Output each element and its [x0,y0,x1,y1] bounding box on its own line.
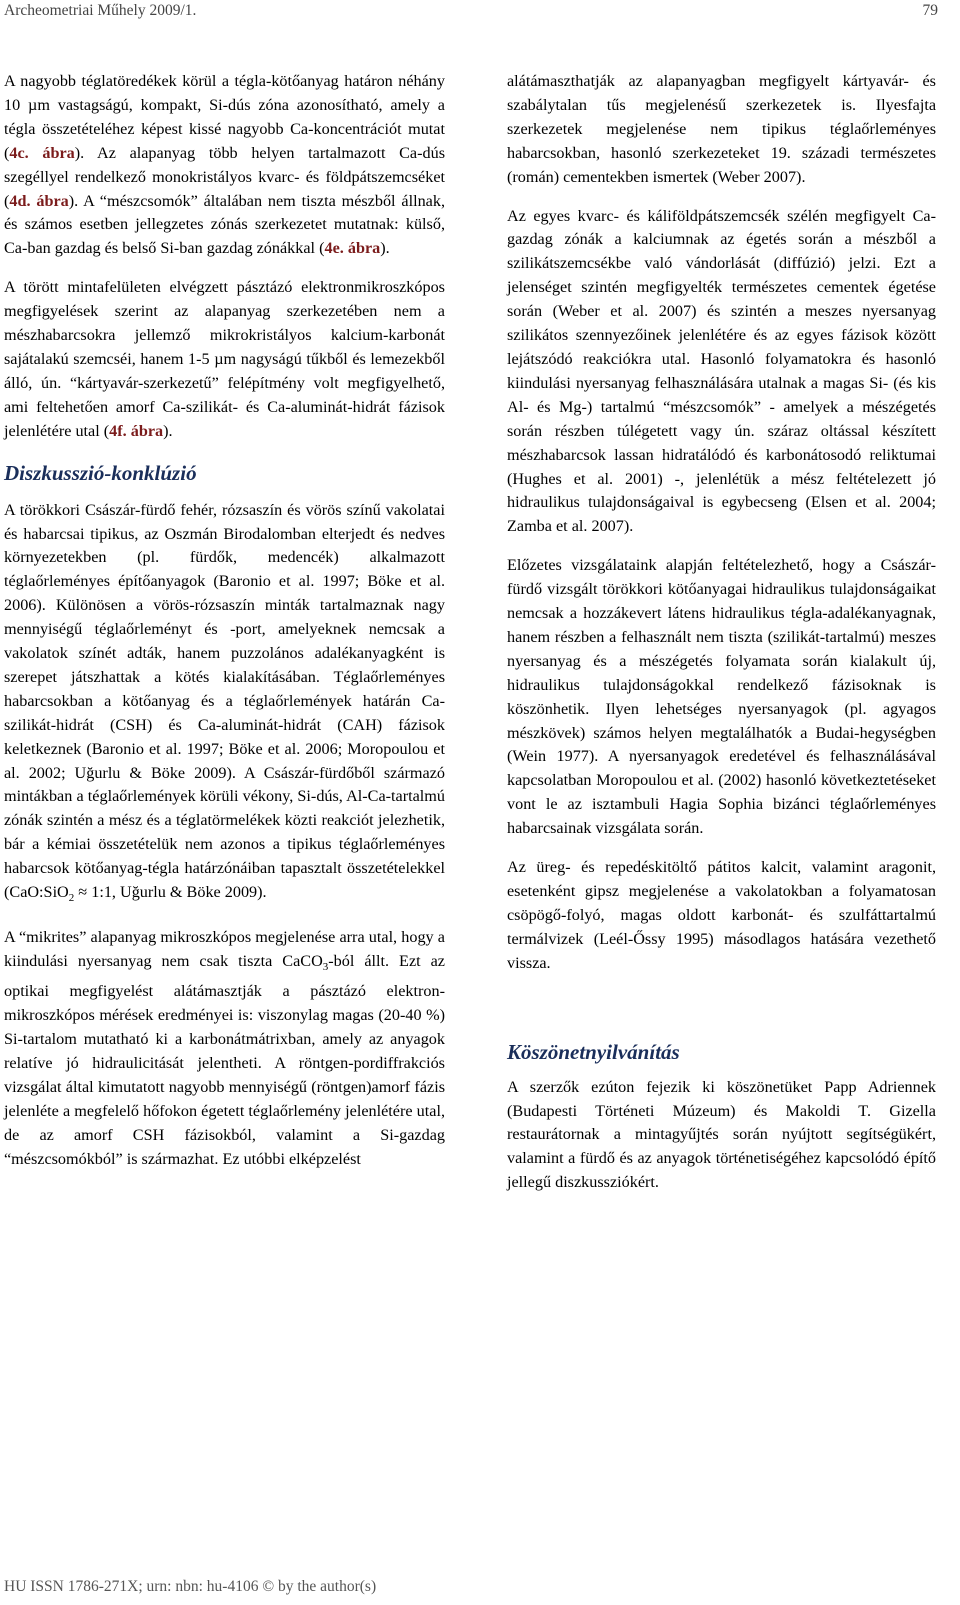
left-column [4,70,445,1187]
paragraph: A szerzők ezúton fejezik ki köszönetüket Papp Adriennek (Budapesti Történeti Múzeum) és Makoldi T. Gizella restaurátornak a mintagyűjtés során nyújtott segítségükért, valamint a fürdő és az anyagok történetiségéhez kapcsolódó építő jellegű diszkussziókért. [507,1077,936,1192]
section-heading: Köszönetnyilvánítás [507,1039,680,1064]
paragraph: A törött mintafelületen elvégzett pásztázó elektronmikroszkópos megfigyelések szerint az alapanyag szerkezetében nem a mészhabarcsokra jellemző mikrokristályos kalcium-karbonát sajátalakú szemcséi, hanem 1-5 µm nagyságú tűkből és lemezekből álló, ún. “kártyavár-szerkezetű” felépítmény volt megfigyelhető, ami feltehetően amorf Ca-szilikát- és Ca-aluminát-hidrát fázisok jelenlétére utal (4f. ábra). [4,278,445,440]
footer-issn: HU ISSN 1786-271X; urn: nbn: hu-4106 © by the author(s) [4,1578,377,1595]
paragraph: alátámaszthatják az alapanyagban megfigyelt kártyavár- és szabálytalan tűs megjelenésű szerkezetek is. Ilyesfajta szerkezetek megjelenése nem tipikus téglaőrleményes habarcsokban, hasonló szerkezeteket 19. századi természetes (román) cementekben ismertek (Weber 2007). [507,72,936,186]
figure-reference: 4f. ábra [109,421,164,440]
journal-header: Archeometriai Műhely 2009/1. [4,2,197,19]
figure-reference: 4d. ábra [9,191,69,210]
figure-reference: 4e. ábra [324,239,381,258]
paragraph: A nagyobb téglatöredékek körül a tégla-kötőanyag határon néhány 10 µm vastagságú, kompakt, Si-dús zóna azonosítható, amely a tégla összetételéhez képest kissé nagyobb Ca-koncentrációt mutat (4c. ábra). Az alapanyag több helyen tartalmazott Ca-dús szegéllyel rendelkező monokristályos kvarc- és földpátszemcséket (4d. ábra). A “mészcsomók” általában nem tiszta mészből állnak, és számos esetben jellegzetes zónás szerkezetet mutatnak: külső, Ca-ban gazdag és belső Si-ban gazdag zónákkal (4e. ábra). [4,72,445,258]
page-number: 79 [922,2,938,19]
figure-reference: 4c. ábra [9,143,75,162]
paragraph: A “mikrites” alapanyag mikroszkópos megjelenése arra utal, hogy a kiindulási nyersanyag nem csak tiszta CaCO$_3$-ból állt. Ezt az optikai megfigyelést alátámasztják a pásztázó elektron-mikroszkópos mérések eredményei is: viszonylag magas (20-40 %) Si-tartalom mutatható ki a karbonátmátrixban, amely az anyagok relatíve jó hidraulicitását jelentheti. A röntgen-pordiffrakciós vizsgálat által kimutatott nagyobb mennyiségű (röntgen)amorf fázis jelenléte a megfelelő hőfokon égetett téglaőrlemény jelenlétére utal, de az amorf CSH fázisokból, valamint a Si-gazdag “mészcsomókból” is származhat. Ez utóbbi elképzelést [4,928,445,1168]
right-column [507,70,936,1210]
section-heading: Diszkusszió-konklúzió [4,460,197,485]
paragraph: Az egyes kvarc- és káliföldpátszemcsék szélén megfigyelt Ca-gazdag zónák a kalciumnak az égetés során a mészből a szilikátszemcsékbe való vándorlását (diffúzió) jelzi. Ezt a jelenséget szintén megfigyelték természetes cementek égetése során (Weber et al. 2007) és szintén a meszes nyersanyag szilikátos szennyezőinek jelenlétére és az egyes fázisok között lejátszódó reakciókra utal. Hasonló folyamatokra és hasonló kiindulási nyersanyag felhasználására utalnak a magas Si- (és kis Al- és Mg-) tartalmú “mészcsomók” - amelyek a mészégetés során részben túlégetett vagy ún. száraz oltással készített mészhabarcsok lassan hidratálódó és karbonátosodó reliktumai (Hughes et al. 2001) -, jelenlétük a mész feltételezett jó hidraulikus tulajdonságaival is egybecseng (Elsen et al. 2004; Zamba et al. 2007). [507,206,936,536]
paragraph: A törökkori Császár-fürdő fehér, rózsaszín és vörös színű vakolatai és habarcsai tipikus, az Oszmán Birodalomban elterjedt és nedves környezetekben (pl. fürdők, medencék) alkalmazott téglaőrleményes építőanyagok (Baronio et al. 1997; Böke et al. 2006). Különösen a vörös-rózsaszín minták tartalmaznak nagy mennyiségű téglaőrleményt és -port, amelyeknek nemcsak a vakolatok színét adták, hanem puzzolános adalékanyagként is szerepet játszhattak a kötés kialakításában. Téglaőrleményes habarcsokban a kötőanyag és a téglaőrlemények határán Ca-szilikát-hidrát (CSH) és Ca-aluminát-hidrát (CAH) fázisok keletkeznek (Baronio et al. 1997; Böke et al. 2006; Moropoulou et al. 2002; Uğurlu & Böke 2009). A Császár-fürdőből származó mintákban a téglaőrlemények körüli vékony, Si-dús, Al-Ca-tartalmú zónák szintén a mész és a téglatörmelékek közti reakciót jelezhetik, bár a kémiai összetételük nem azonos a tipikus téglaőrleményes habarcsok kötőanyag-tégla határzónáiban tapasztalt összetételekkel (CaO:SiO$_2$ ≈ 1:1, Uğurlu & Böke 2009). [4,500,445,905]
paragraph: Az üreg- és repedéskitöltő pátitos kalcit, valamint aragonit, esetenként gipsz megjelenése a vakolatokban a folyamatosan csöpögő-folyó, magas oldott karbonát- és szulfáttartalmú termálvizek (Leél-Őssy 1995) másodlagos hatására vezethető vissza. [507,858,936,972]
paragraph: Előzetes vizsgálataink alapján feltételezhető, hogy a Császár-fürdő vizsgált törökkori kötőanyagai hidraulikus tulajdonságaikat nemcsak a hozzákevert látens hidraulikus tégla-adalékanyagnak, hanem részben a felhasznált nem tiszta (szilikát-tartalmú) meszes nyersanyag és a mészégetés folyamata során kialakult új, hidraulikus tulajdonságokkal rendelkező fázisoknak is köszönhetik. Ilyen lehetséges nyersanyagok (pl. agyagos mészkövek) számos helyen megtalálhatók a Budai-hegységben (Wein 1977). A nyersanyagok eredetével és felhasználásával kapcsolatban Moropoulou et al. (2002) hasonló következtetéseket vont le az isztambuli Hagia Sophia bizánci téglaőrleményes habarcsainak vizsgálata során. [507,556,936,838]
